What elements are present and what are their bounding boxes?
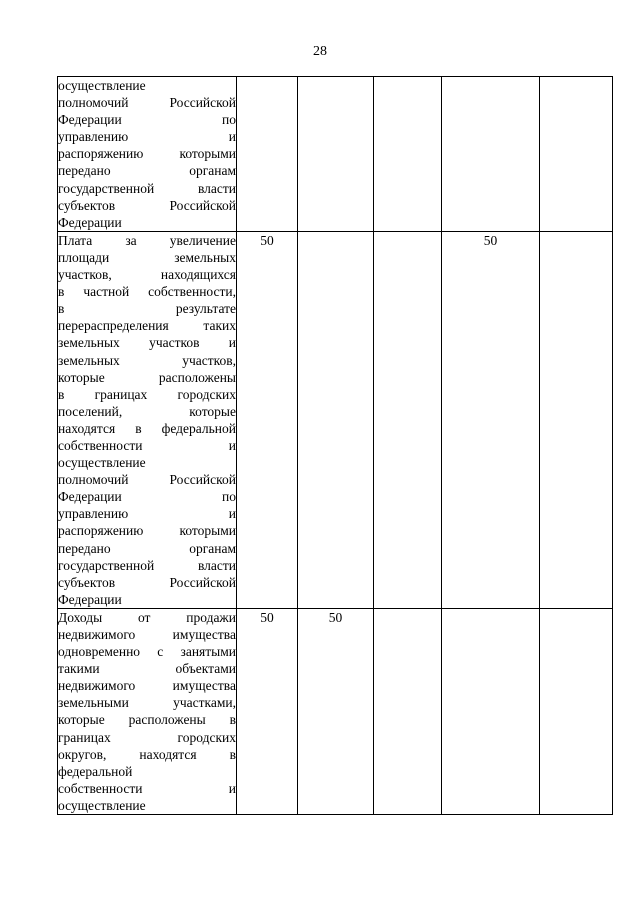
- description-line: осуществление: [58, 797, 146, 813]
- description-line: Федерации: [58, 214, 122, 230]
- description-line: земельных участков,: [58, 352, 236, 368]
- description-line: участков, находящихся: [58, 267, 236, 283]
- description-line: такими объектами: [58, 661, 236, 677]
- description-line: Плата за увеличение: [58, 232, 236, 248]
- description-line: субъектов Российской: [58, 197, 236, 213]
- description-line: осуществление: [58, 455, 146, 471]
- value-cell-col-6: [540, 77, 613, 232]
- description-line: находятся в федеральной: [58, 420, 236, 436]
- description-line: недвижимого имущества: [58, 678, 236, 694]
- value-cell-col-3: 50: [298, 608, 374, 814]
- description-line: в частной собственности,: [58, 284, 236, 300]
- description-line: собственности и: [58, 437, 236, 453]
- description-line: округов, находятся в: [58, 746, 236, 762]
- row-description-cell: [58, 231, 237, 608]
- description-line: полномочий Российской: [58, 95, 236, 111]
- description-line: передано органам: [58, 163, 236, 179]
- row-description-cell: [58, 608, 237, 814]
- description-line: перераспределения таких: [58, 318, 236, 334]
- value-cell-col-2: [237, 77, 298, 232]
- value-cell-col-5: [442, 608, 540, 814]
- value-cell-col-5: 50: [442, 231, 540, 608]
- description-line: Доходы от продажи: [58, 609, 236, 625]
- description-line: Федерации по: [58, 112, 236, 128]
- description-line: границах городских: [58, 729, 236, 745]
- table-row: [58, 608, 613, 814]
- description-line: Федерации: [58, 591, 122, 607]
- description-line: управлению и: [58, 506, 236, 522]
- description-line: Федерации по: [58, 489, 236, 505]
- description-line: поселений, которые: [58, 403, 236, 419]
- description-line: земельными участками,: [58, 695, 236, 711]
- value-cell-col-6: [540, 608, 613, 814]
- description-line: государственной власти: [58, 557, 236, 573]
- description-line: собственности и: [58, 780, 236, 796]
- value-cell-col-5: [442, 77, 540, 232]
- description-line: распоряжению которыми: [58, 146, 236, 162]
- description-line: одновременно с занятыми: [58, 644, 236, 660]
- value-cell-col-6: [540, 231, 613, 608]
- value-cell-col-3: [298, 77, 374, 232]
- description-line: государственной власти: [58, 180, 236, 196]
- description-line: распоряжению которыми: [58, 523, 236, 539]
- description-line: земельных участков и: [58, 335, 236, 351]
- description-line: управлению и: [58, 129, 236, 145]
- row-description-cell: [58, 77, 237, 232]
- description-line: площади земельных: [58, 249, 236, 265]
- description-line: полномочий Российской: [58, 472, 236, 488]
- table-row: [58, 231, 613, 608]
- table-row: [58, 77, 613, 232]
- description-line: передано органам: [58, 540, 236, 556]
- value-cell-col-3: [298, 231, 374, 608]
- description-line: недвижимого имущества: [58, 627, 236, 642]
- value-cell-col-2: 50: [237, 608, 298, 814]
- value-cell-col-4: [374, 77, 442, 232]
- description-line: которые расположены в: [58, 712, 236, 728]
- description-line: субъектов Российской: [58, 574, 236, 590]
- description-line: осуществление: [58, 78, 146, 93]
- description-line: которые расположены: [58, 369, 236, 385]
- page-number: 28: [313, 44, 327, 59]
- value-cell-col-4: [374, 231, 442, 608]
- value-cell-col-4: [374, 608, 442, 814]
- value-cell-col-2: 50: [237, 231, 298, 608]
- revenue-distribution-table: [57, 76, 613, 815]
- description-line: в границах городских: [58, 386, 236, 402]
- description-line: федеральной: [58, 763, 133, 779]
- description-line: в результате: [58, 301, 236, 317]
